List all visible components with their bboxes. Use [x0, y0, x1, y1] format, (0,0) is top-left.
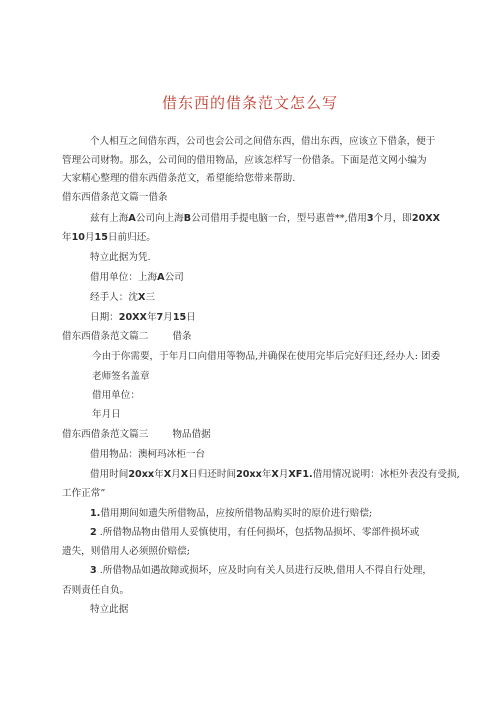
- section3-heading: 借东西借条范文篇三 物品借据: [62, 429, 211, 440]
- section1-body-line-2: 年10月15日前归还。: [62, 232, 156, 243]
- section3-rule-3-line-2: 否则责任自负。: [62, 585, 130, 596]
- document-title: 借东西的借条范文怎么写: [161, 94, 338, 112]
- section3-item: 借用物品：澳柯玛冰柜一台: [90, 449, 206, 460]
- intro-line-3: 大家精心整理的借东西借条范文，希望能给您带来帮助.: [62, 173, 296, 184]
- section1-heading: 借东西借条范文篇一借条: [62, 192, 168, 203]
- section1-special: 特立此据为凭.: [90, 252, 151, 263]
- section2-body-line-2: 老师签名盖章: [92, 371, 150, 382]
- section3-rule-2-line-1: 2 .所借物品物由借用人妥慎使用，有任何损坏，包括物品损坏、零部件损坏或: [90, 527, 420, 538]
- intro-line-1: 个人相互之间借东西，公司也会公司之间借东西，借出东西，应该立下借条，便于: [90, 136, 436, 147]
- intro-line-2: 管理公司财物。那么，公司间的借用物品，应该怎样写一份借条。下面是范文网小编为: [62, 155, 427, 166]
- section2-unit: 借用单位：: [92, 390, 140, 401]
- section3-closing: 特立此据: [90, 604, 129, 615]
- section2-heading: 借东西借条范文篇二 借条: [62, 331, 192, 342]
- section3-time-line-2: 工作正常”: [62, 488, 106, 499]
- section1-date: 日期：20XX年7月15日: [90, 312, 196, 323]
- section2-date: 年月日: [92, 409, 121, 420]
- section1-handler: 经手人：沈X三: [90, 292, 155, 303]
- section1-body-line-1: 兹有上海A公司向上海B公司借用手提电脑一台，型号惠普**,借用3个月，即20XX: [90, 213, 441, 224]
- section3-rule-3-line-1: 3 .所借物品如遇故障或损坏，应及时向有关人员进行反映,借用人不得自行处理，: [90, 565, 433, 576]
- section2-body-line-1: 今由于你需要，于年月口向借用等物品,并确保在使用完毕后完好归还,经办人: 团委: [92, 351, 441, 362]
- section3-time-line-1: 借用时间20xx年X月X日归还时间20xx年X月XF1.借用情况说明：冰柜外表没有受损,: [90, 469, 460, 480]
- section3-rule-1: 1.借用期间如遗失所借物品，应按所借物品购买时的原价进行赔偿;: [90, 508, 373, 519]
- section1-unit: 借用单位：上海A公司: [90, 272, 184, 283]
- section3-rule-2-line-2: 遗失，则借用人必须照价赔偿;: [62, 546, 190, 557]
